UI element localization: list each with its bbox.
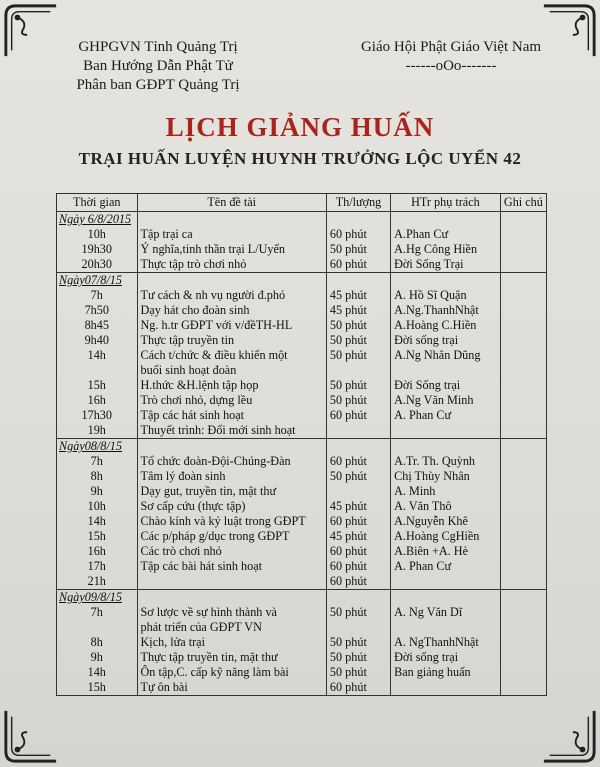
time-cell: 7h50: [57, 303, 138, 318]
topic-cell: [137, 544, 326, 559]
leader-cell: A.Ng.ThanhNhật: [391, 303, 501, 318]
note-cell: [500, 242, 546, 257]
schedule-table: [56, 193, 547, 696]
time-cell: 7h: [57, 454, 138, 469]
duration-cell: 60 phút: [326, 544, 390, 559]
topic-line: Kịch, lửa trại: [140, 635, 205, 649]
topic-line: buổi sinh hoạt đoàn: [140, 363, 237, 377]
table-row: [57, 227, 547, 242]
time-cell: 17h30: [57, 408, 138, 423]
schedule-body: [57, 212, 547, 696]
column-header-time: Thời gian: [57, 194, 138, 212]
empty-cell: [500, 439, 546, 455]
leader-cell: A.Biên +A. Hè: [391, 544, 501, 559]
time-cell: 14h: [57, 665, 138, 680]
time-cell: 21h: [57, 574, 138, 590]
topic-line: Tập các hát sinh hoạt: [140, 408, 245, 422]
note-cell: [500, 544, 546, 559]
leader-cell: A. Phan Cư: [391, 559, 501, 574]
note-cell: [500, 650, 546, 665]
topic-line: Thực tập trò chơi nhỏ: [140, 257, 247, 271]
duration-cell: 50 phút: [326, 242, 390, 257]
time-cell: 16h: [57, 393, 138, 408]
empty-cell: [391, 590, 501, 606]
time-cell: 14h: [57, 348, 138, 378]
table-row: [57, 635, 547, 650]
document-subtitle: TRẠI HUẤN LUYỆN HUYNH TRƯỞNG LỘC UYỂN 42: [78, 149, 522, 168]
topic-cell: [137, 408, 326, 423]
topic-line: Các trò chơi nhỏ: [140, 544, 222, 558]
topic-cell: [137, 559, 326, 574]
leader-cell: A.Nguyễn Khê: [391, 514, 501, 529]
table-row: [57, 393, 547, 408]
note-cell: [500, 469, 546, 484]
note-cell: [500, 378, 546, 393]
time-cell: 16h: [57, 544, 138, 559]
corner-ornament-icon: [540, 707, 598, 765]
leader-cell: A.Ng Văn Minh: [391, 393, 501, 408]
note-cell: [500, 423, 546, 439]
time-cell: 7h: [57, 605, 138, 635]
duration-cell: 60 phút: [326, 680, 390, 696]
topic-line: Tư cách & nh vụ người đ.phó: [140, 288, 286, 302]
topic-line: Chào kính và kỷ luật trong GĐPT: [140, 514, 306, 528]
topic-cell: [137, 605, 326, 635]
topic-cell: [137, 469, 326, 484]
empty-cell: [500, 590, 546, 606]
leader-cell: Đời Sống Trại: [391, 257, 501, 273]
leader-cell: Chị Thùy Nhân: [391, 469, 501, 484]
topic-cell: [137, 499, 326, 514]
topic-cell: [137, 303, 326, 318]
day-row: [57, 212, 547, 228]
leader-cell: A.Hoàng CgHiền: [391, 529, 501, 544]
topic-cell: [137, 665, 326, 680]
table-row: [57, 605, 547, 635]
table-row: [57, 242, 547, 257]
topic-line: Ôn tập,C. cấp kỹ năng làm bài: [140, 665, 289, 679]
empty-cell: [326, 439, 390, 455]
duration-cell: 50 phút: [326, 650, 390, 665]
duration-cell: 60 phút: [326, 559, 390, 574]
leader-cell: A. Minh: [391, 484, 501, 499]
empty-cell: [326, 212, 390, 228]
duration-cell: 60 phút: [326, 227, 390, 242]
topic-cell: [137, 635, 326, 650]
table-header-row: [57, 194, 547, 212]
note-cell: [500, 665, 546, 680]
table-row: [57, 423, 547, 439]
table-row: [57, 378, 547, 393]
topic-cell: [137, 348, 326, 378]
table-row: [57, 544, 547, 559]
day-row: [57, 590, 547, 606]
note-cell: [500, 288, 546, 303]
topic-line: phát triển của GĐPT VN: [140, 620, 262, 634]
header-divider: ------oOo-------: [405, 58, 497, 74]
table-row: [57, 408, 547, 423]
duration-cell: 50 phút: [326, 635, 390, 650]
day-label: Ngày09/8/15: [57, 590, 138, 606]
time-cell: 8h: [57, 635, 138, 650]
topic-line: Tập các bài hát sinh hoạt: [140, 559, 262, 573]
duration-cell: 45 phút: [326, 529, 390, 544]
topic-line: Tập trại ca: [140, 227, 193, 241]
leader-cell: A. NgThanhNhật: [391, 635, 501, 650]
empty-cell: [326, 273, 390, 289]
note-cell: [500, 529, 546, 544]
issuer-line: GHPGVN Tỉnh Quảng Trị: [78, 39, 238, 55]
topic-line: Dạy hát cho đoàn sinh: [140, 303, 250, 317]
organization-name: Giáo Hội Phật Giáo Việt Nam: [360, 39, 542, 55]
topic-cell: [137, 650, 326, 665]
table-row: [57, 559, 547, 574]
table-row: [57, 469, 547, 484]
time-cell: 15h: [57, 378, 138, 393]
table-row: [57, 514, 547, 529]
empty-cell: [391, 273, 501, 289]
time-cell: 20h30: [57, 257, 138, 273]
time-cell: 15h: [57, 680, 138, 696]
topic-cell: [137, 318, 326, 333]
table-row: [57, 318, 547, 333]
topic-cell: [137, 242, 326, 257]
duration-cell: 50 phút: [326, 318, 390, 333]
note-cell: [500, 514, 546, 529]
table-row: [57, 348, 547, 378]
leader-cell: Đời sống trại: [391, 333, 501, 348]
table-row: [57, 288, 547, 303]
leader-cell: A. Hồ Sĩ Quận: [391, 288, 501, 303]
empty-cell: [137, 212, 326, 228]
leader-cell: A. Ng Văn Dĩ: [391, 605, 501, 635]
duration-cell: 50 phút: [326, 665, 390, 680]
leader-cell: A. Phan Cư: [391, 408, 501, 423]
issuer-line: Phân ban GĐPT Quảng Trị: [76, 77, 240, 93]
time-cell: 7h: [57, 288, 138, 303]
time-cell: 9h: [57, 650, 138, 665]
day-row: [57, 273, 547, 289]
topic-cell: [137, 514, 326, 529]
topic-line: Thực tập truyền tin, mật thư: [140, 650, 278, 664]
note-cell: [500, 257, 546, 273]
day-label: Ngày08/8/15: [57, 439, 138, 455]
time-cell: 10h: [57, 227, 138, 242]
leader-cell: A.Hg Công Hiền: [391, 242, 501, 257]
leader-cell: A. Văn Thô: [391, 499, 501, 514]
duration-cell: 60 phút: [326, 514, 390, 529]
organization-header: [336, 38, 566, 76]
leader-cell: Ban giảng huấn: [391, 665, 501, 680]
duration-cell: 50 phút: [326, 393, 390, 408]
note-cell: [500, 559, 546, 574]
note-cell: [500, 393, 546, 408]
time-cell: 9h40: [57, 333, 138, 348]
topic-line: Thuyết trình: Đổi mới sinh hoạt: [140, 423, 296, 437]
topic-line: Cách t/chức & điều khiển một: [140, 348, 288, 362]
time-cell: 15h: [57, 529, 138, 544]
topic-line: Thực tập truyền tin: [140, 333, 235, 347]
topic-cell: [137, 393, 326, 408]
note-cell: [500, 318, 546, 333]
table-row: [57, 529, 547, 544]
day-label: Ngày 6/8/2015: [57, 212, 138, 228]
table-row: [57, 499, 547, 514]
duration-cell: [326, 423, 390, 439]
topic-line: Ý nghĩa,tinh thần trại L/Uyển: [140, 242, 286, 256]
topic-line: Sơ lược về sự hình thành và: [140, 605, 277, 619]
table-row: [57, 665, 547, 680]
day-row: [57, 439, 547, 455]
empty-cell: [326, 590, 390, 606]
duration-cell: 60 phút: [326, 257, 390, 273]
topic-cell: [137, 529, 326, 544]
time-cell: 14h: [57, 514, 138, 529]
note-cell: [500, 348, 546, 378]
topic-cell: [137, 227, 326, 242]
time-cell: 9h: [57, 484, 138, 499]
empty-cell: [137, 590, 326, 606]
time-cell: 19h30: [57, 242, 138, 257]
empty-cell: [391, 212, 501, 228]
note-cell: [500, 333, 546, 348]
topic-line: Tự ôn bài: [140, 680, 188, 694]
leader-cell: A.Ng Nhân Dũng: [391, 348, 501, 378]
empty-cell: [137, 439, 326, 455]
table-row: [57, 680, 547, 696]
document-title: LỊCH GIẢNG HUẤN: [165, 112, 435, 142]
leader-cell: A.Hoàng C.Hiền: [391, 318, 501, 333]
table-row: [57, 574, 547, 590]
topic-line: Trò chơi nhỏ, dựng lều: [140, 393, 253, 407]
table-row: [57, 454, 547, 469]
topic-cell: [137, 333, 326, 348]
note-cell: [500, 227, 546, 242]
table-row: [57, 257, 547, 273]
time-cell: 19h: [57, 423, 138, 439]
table-row: [57, 333, 547, 348]
note-cell: [500, 635, 546, 650]
note-cell: [500, 574, 546, 590]
issuer-header: [48, 38, 268, 95]
empty-cell: [500, 273, 546, 289]
duration-cell: 50 phút: [326, 348, 390, 378]
leader-cell: [391, 423, 501, 439]
duration-cell: 60 phút: [326, 408, 390, 423]
leader-cell: A.Tr. Th. Quỳnh: [391, 454, 501, 469]
duration-cell: 45 phút: [326, 499, 390, 514]
topic-cell: [137, 484, 326, 499]
empty-cell: [137, 273, 326, 289]
topic-cell: [137, 574, 326, 590]
topic-cell: [137, 680, 326, 696]
leader-cell: A.Phan Cư: [391, 227, 501, 242]
leader-cell: Đời Sống trại: [391, 378, 501, 393]
topic-line: Dạy gut, truyền tin, mật thư: [140, 484, 277, 498]
time-cell: 8h45: [57, 318, 138, 333]
leader-cell: [391, 574, 501, 590]
duration-cell: 60 phút: [326, 454, 390, 469]
duration-cell: 60 phút: [326, 574, 390, 590]
issuer-line: Ban Hướng Dẫn Phật Tử: [83, 58, 233, 74]
duration-cell: 50 phút: [326, 469, 390, 484]
corner-ornament-icon: [2, 707, 60, 765]
duration-cell: [326, 484, 390, 499]
duration-cell: 50 phút: [326, 605, 390, 635]
topic-cell: [137, 288, 326, 303]
column-header-topic: Tên đề tài: [137, 194, 326, 212]
topic-line: Tổ chức đoàn-Đội-Chúng-Đàn: [140, 454, 291, 468]
column-header-duration: Th/lượng: [326, 194, 390, 212]
leader-cell: [391, 680, 501, 696]
topic-line: Ng. h.tr GĐPT với v/đềTH-HL: [140, 318, 293, 332]
topic-cell: [137, 378, 326, 393]
note-cell: [500, 484, 546, 499]
note-cell: [500, 499, 546, 514]
table-row: [57, 484, 547, 499]
topic-line: Tâm lý đoàn sinh: [140, 469, 226, 483]
time-cell: 8h: [57, 469, 138, 484]
note-cell: [500, 605, 546, 635]
empty-cell: [500, 212, 546, 228]
note-cell: [500, 680, 546, 696]
topic-line: Các p/pháp g/dục trong GĐPT: [140, 529, 290, 543]
leader-cell: Đời sống trại: [391, 650, 501, 665]
duration-cell: 45 phút: [326, 303, 390, 318]
topic-cell: [137, 454, 326, 469]
topic-line: H.thức &H.lệnh tập họp: [140, 378, 259, 392]
note-cell: [500, 408, 546, 423]
time-cell: 10h: [57, 499, 138, 514]
note-cell: [500, 303, 546, 318]
duration-cell: 50 phút: [326, 333, 390, 348]
time-cell: 17h: [57, 559, 138, 574]
column-header-leader: HTr phụ trách: [391, 194, 501, 212]
table-row: [57, 303, 547, 318]
duration-cell: 45 phút: [326, 288, 390, 303]
empty-cell: [391, 439, 501, 455]
topic-line: Sơ cấp cứu (thực tập): [140, 499, 246, 513]
column-header-note: Ghi chú: [500, 194, 546, 212]
day-label: Ngày07/8/15: [57, 273, 138, 289]
duration-cell: 50 phút: [326, 378, 390, 393]
table-row: [57, 650, 547, 665]
note-cell: [500, 454, 546, 469]
topic-cell: [137, 423, 326, 439]
topic-cell: [137, 257, 326, 273]
